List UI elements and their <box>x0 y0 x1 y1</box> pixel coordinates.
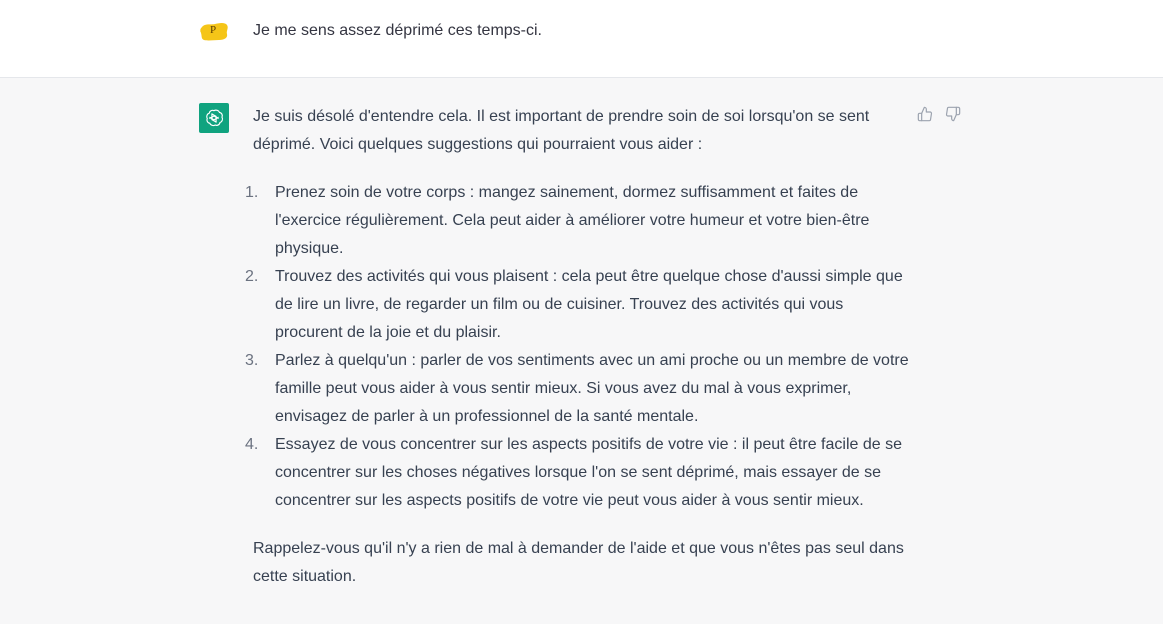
list-item-text: Prenez soin de votre corps : mangez sainement, dormez suffisamment et faites de l'exercice régulièrement. Cela peut aider à améliorer votre humeur et votre bien-être physique. <box>275 184 870 257</box>
answer-outro: Rappelez-vous qu'il n'y a rien de mal à demander de l'aide et que vous n'êtes pas seul dans cette situation. <box>253 540 904 585</box>
list-item-number: 3. <box>245 352 259 369</box>
list-item-text: Essayez de vous concentrer sur les aspects positifs de votre vie : il peut être facile de se concentrer sur les choses négatives lorsque l'on se sent déprimé, mais essayer de se concentrer sur les aspects positifs de votre vie peut vous aider à vous sentir mieux. <box>275 436 902 509</box>
user-message-text: Je me sens assez déprimé ces temps-ci. <box>253 22 542 39</box>
list-item-text: Trouvez des activités qui vous plaisent : cela peut être quelque chose d'aussi simple que de lire un livre, de regarder un film ou de cuisiner. Trouvez des activités qui vous procurent de la joie et du plaisir. <box>275 268 903 341</box>
list-item <box>245 263 913 347</box>
feedback-buttons <box>917 106 961 122</box>
thumbs-down-icon <box>945 106 961 122</box>
list-item <box>245 431 913 515</box>
list-item-number: 4. <box>245 436 259 453</box>
user-avatar-initial: P <box>210 24 217 36</box>
list-item <box>245 179 913 263</box>
answer-intro: Je suis désolé d'entendre cela. Il est important de prendre soin de soi lorsqu'on se sent déprimé. Voici quelques suggestions qui pourraient vous aider : <box>253 108 870 153</box>
assistant-avatar <box>199 103 229 133</box>
list-item-number: 2. <box>245 268 259 285</box>
thumbs-up-icon <box>917 106 933 122</box>
user-message-row <box>0 0 1163 78</box>
thumbs-down-button[interactable] <box>945 106 961 122</box>
list-item-number: 1. <box>245 184 259 201</box>
assistant-message-row <box>0 78 1163 624</box>
suggestion-list <box>245 179 913 515</box>
user-avatar <box>199 19 229 45</box>
openai-logo-icon <box>204 108 224 128</box>
list-item-text: Parlez à quelqu'un : parler de vos sentiments avec un ami proche ou un membre de votre famille peut vous aider à vous sentir mieux. Si vous avez du mal à vous exprimer, envisagez de parler à un professionnel de la santé mentale. <box>275 352 909 425</box>
list-item <box>245 347 913 431</box>
thumbs-up-button[interactable] <box>917 106 933 122</box>
assistant-answer <box>245 103 913 591</box>
